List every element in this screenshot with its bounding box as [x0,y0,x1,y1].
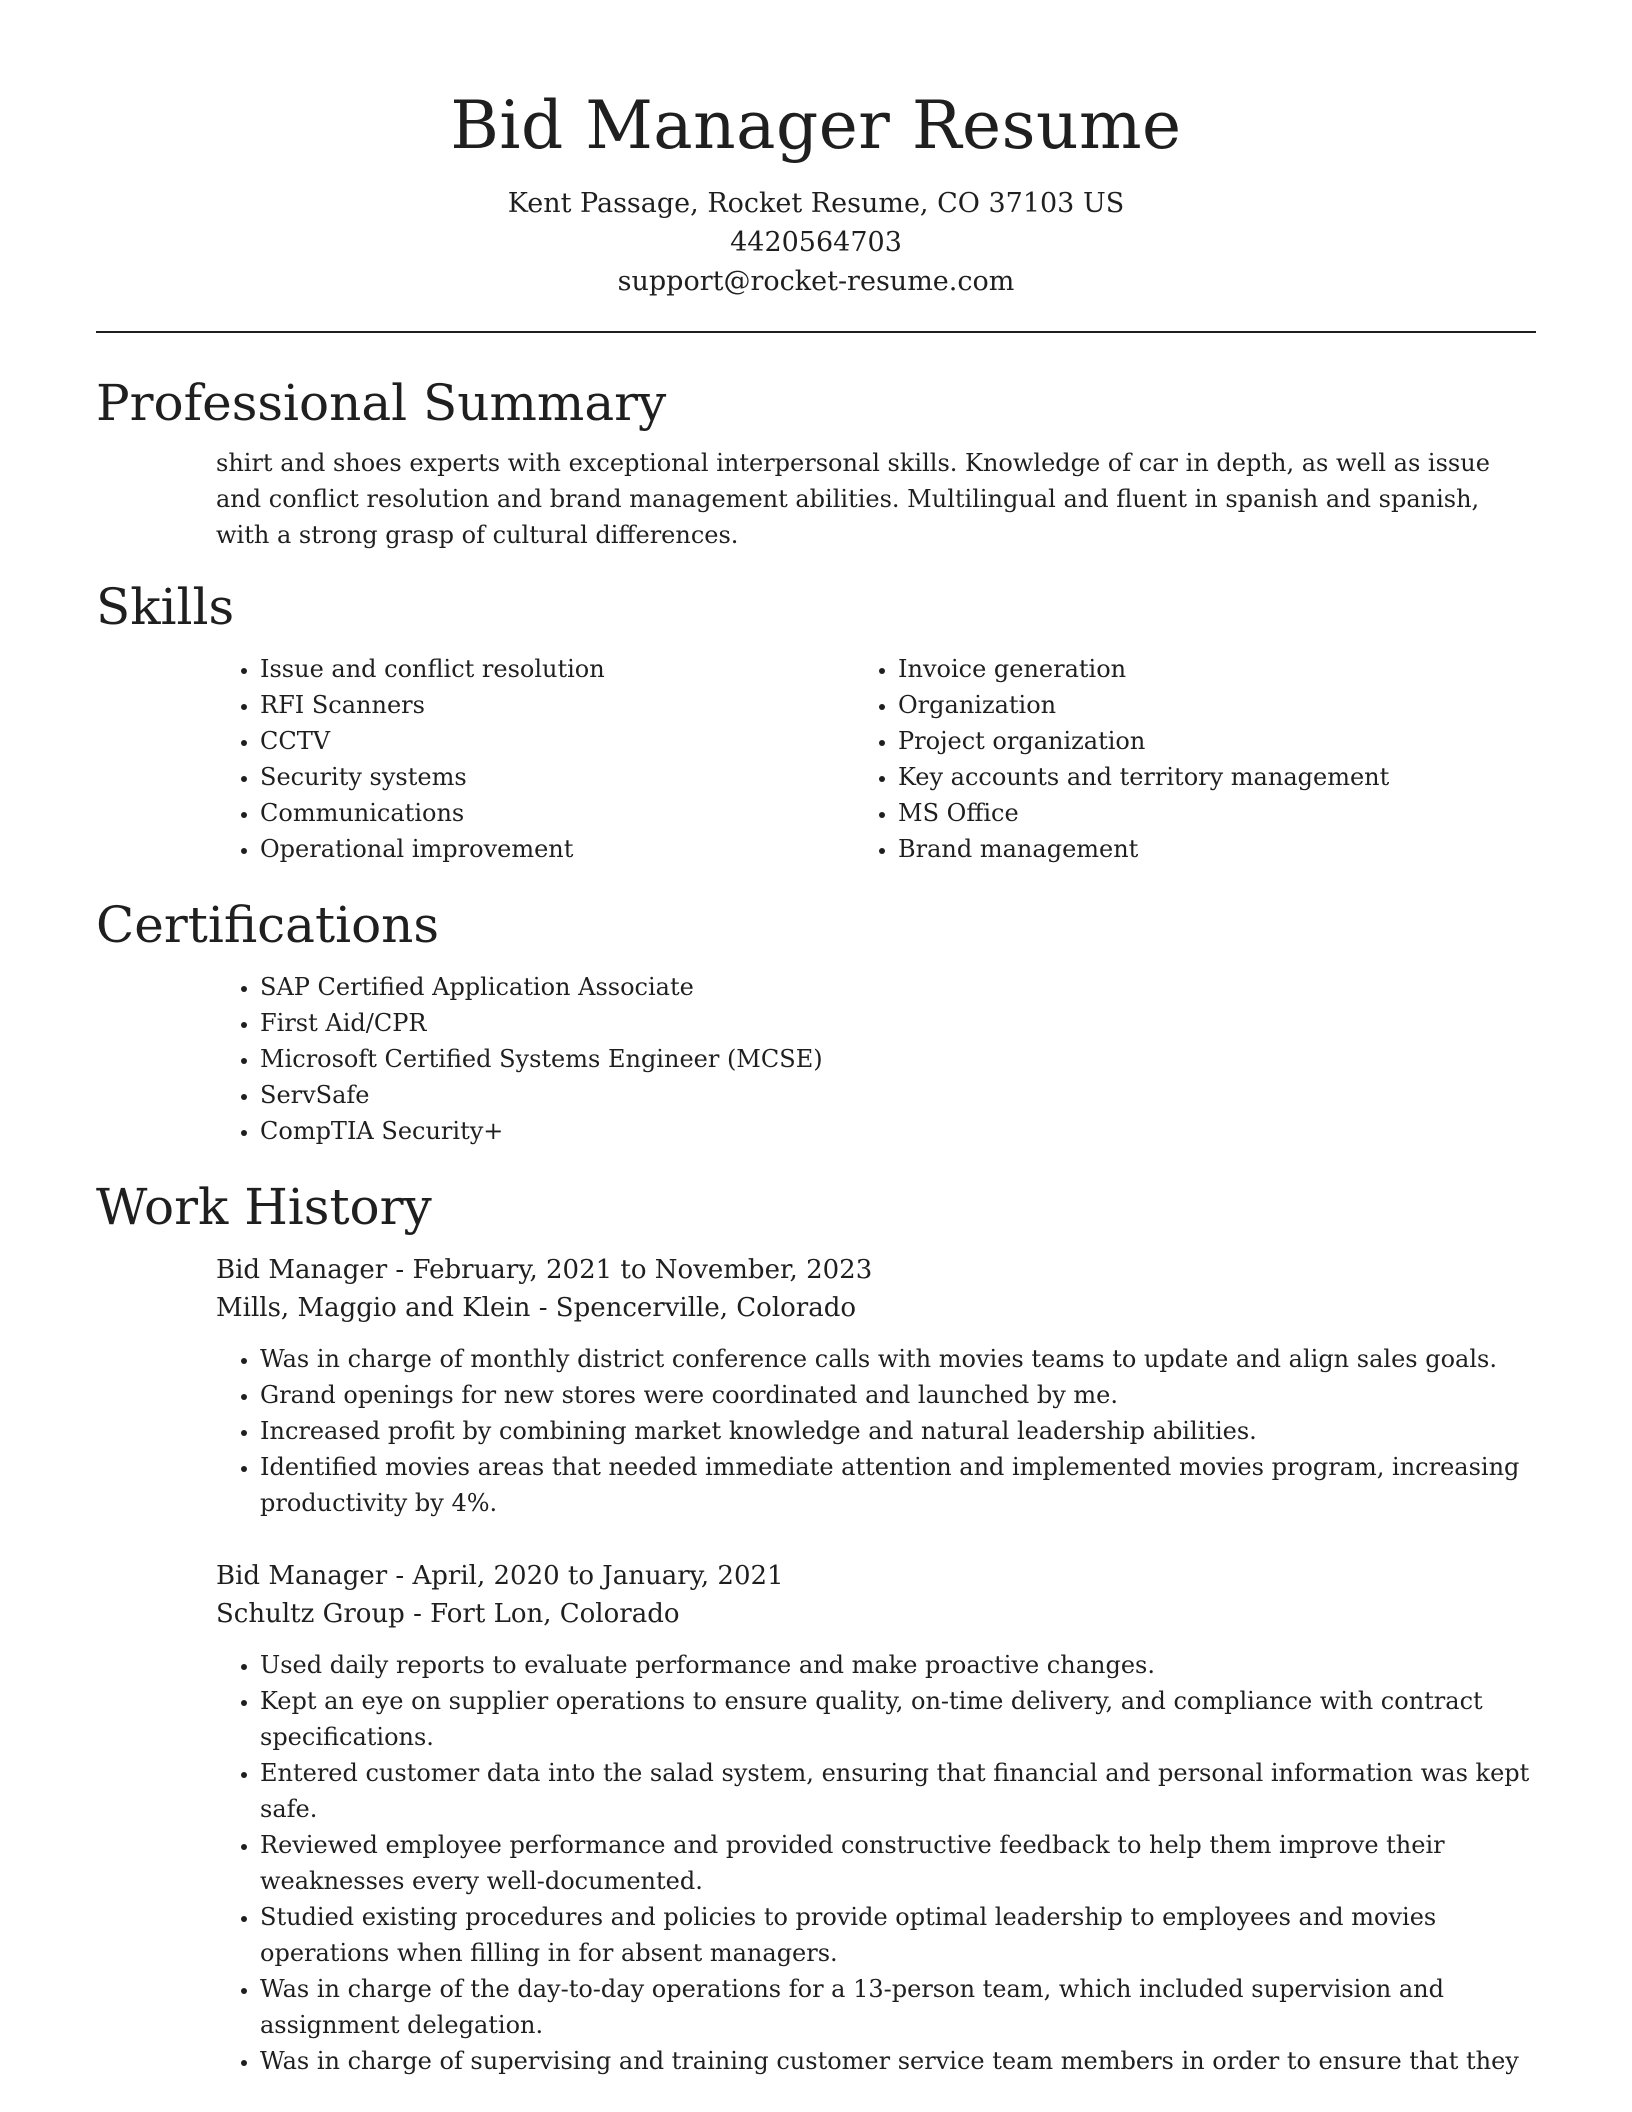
work-history-heading: Work History [96,1178,432,1236]
job-dates: - April, 2020 to January, 2021 [387,1561,784,1591]
certification-item: • ServSafe [260,1077,1536,1113]
job-bullet: • Was in charge of supervising and training customer service team members in order to ensure that they [260,2043,1536,2079]
job-bullet: • Kept an eye on supplier operations to ensure quality, on-time delivery, and compliance with contract specifications. [260,1683,1536,1755]
job-company-line [216,1289,1536,1327]
job-company: Schultz Group [216,1599,405,1629]
job-location: - Spencerville, Colorado [530,1293,857,1323]
skill-item: • Communications [260,795,898,831]
contact-address: Kent Passage, Rocket Resume, CO 37103 US [507,188,1125,219]
contact-block [96,184,1536,301]
job-bullet: • Grand openings for new stores were coordinated and launched by me. [260,1377,1536,1413]
summary-heading: Professional Summary [96,374,667,432]
job-bullet: • Entered customer data into the salad system, ensuring that financial and personal information was kept safe. [260,1755,1536,1827]
job-entry [216,1557,1536,2079]
contact-phone: 4420564703 [730,227,902,258]
job-bullet: • Used daily reports to evaluate performance and make proactive changes. [260,1647,1536,1683]
job-bullets [260,1341,1536,1521]
job-bullet: • Was in charge of the day-to-day operations for a 13-person team, which included supervision and assignment delegation. [260,1971,1536,2043]
skill-item: • Issue and conflict resolution [260,651,898,687]
skills-grid [260,651,1536,867]
job-bullet: • Reviewed employee performance and provided constructive feedback to help them improve their weaknesses every well-documented. [260,1827,1536,1899]
job-dates: - February, 2021 to November, 2023 [387,1255,873,1285]
job-company: Mills, Maggio and Klein [216,1293,531,1323]
job-bullet: • Was in charge of monthly district conference calls with movies teams to update and align sales goals. [260,1341,1536,1377]
skill-item: • Operational improvement [260,831,898,867]
skills-heading: Skills [96,578,235,636]
certifications-heading: Certifications [96,896,440,954]
skill-item: • Invoice generation [898,651,1536,687]
job-bullet: • Identified movies areas that needed immediate attention and implemented movies program, increasing productivity by 4%. [260,1449,1536,1521]
skill-item: • Security systems [260,759,898,795]
certification-item: • Microsoft Certified Systems Engineer (MCSE) [260,1041,1536,1077]
certification-item: • CompTIA Security+ [260,1113,1536,1149]
contact-email: support@rocket-resume.com [617,266,1015,297]
job-bullet: • Studied existing procedures and policies to provide optimal leadership to employees and movies operations when filling in for absent managers. [260,1899,1536,1971]
summary-text: shirt and shoes experts with exceptional interpersonal skills. Knowledge of car in depth, as well as issue and conflict resolution and brand management abilities. Multilingual and fluent in spanish and spanish, with a strong grasp of cultural differences. [216,449,1490,549]
certifications-list [260,969,1536,1149]
skill-item: • Project organization [898,723,1536,759]
job-title: Bid Manager [216,1561,388,1591]
job-title-line [216,1251,1536,1289]
skill-item: • CCTV [260,723,898,759]
skill-item: • Key accounts and territory management [898,759,1536,795]
header-divider [96,331,1536,333]
skill-item: • RFI Scanners [260,687,898,723]
certification-item: • SAP Certified Application Associate [260,969,1536,1005]
job-bullets [260,1647,1536,2079]
skill-item: • Brand management [898,831,1536,867]
job-entry [216,1251,1536,1521]
skill-item: • MS Office [898,795,1536,831]
job-bullet: • Increased profit by combining market knowledge and natural leadership abilities. [260,1413,1536,1449]
job-company-line [216,1595,1536,1633]
skills-column-left [260,651,898,867]
certification-item: • First Aid/CPR [260,1005,1536,1041]
resume-title: Bid Manager Resume [450,87,1182,164]
job-location: - Fort Lon, Colorado [404,1599,680,1629]
resume-header [96,0,1536,301]
job-title-line [216,1557,1536,1595]
skills-column-right [898,651,1536,867]
job-title: Bid Manager [216,1255,388,1285]
skill-item: • Organization [898,687,1536,723]
